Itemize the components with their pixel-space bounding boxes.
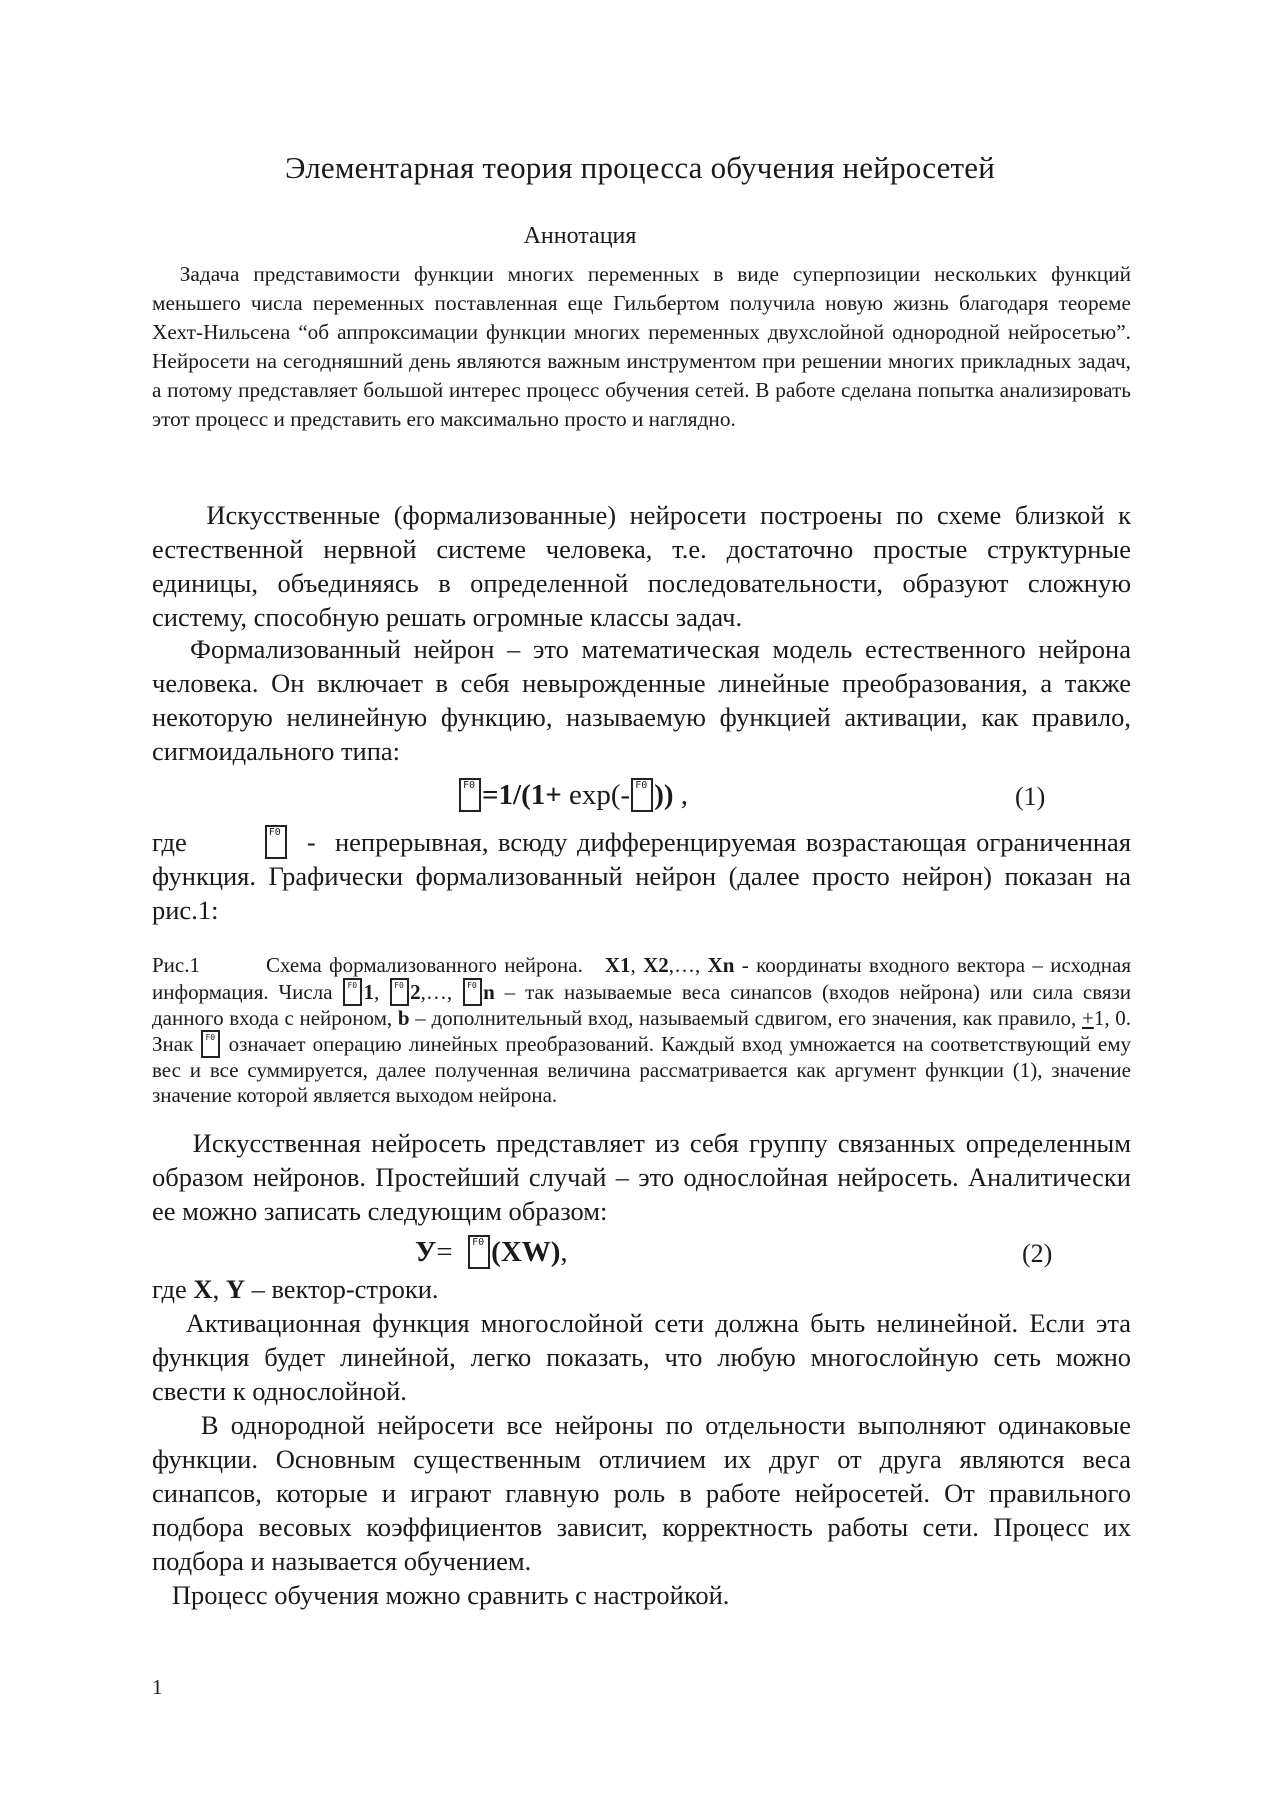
equation-number-1: (1) (1015, 782, 1046, 811)
paragraph-2 (152, 632, 1131, 768)
paragraph-1-text: Искусственные (формализованные) нейросети построены по схеме близкой к естественной нервной системе человека, т.е. достаточно простые структурные единицы, объединяясь в определенной последовательности, образуют сложную систему, способную решать огромные классы задач. (152, 500, 1131, 632)
coords-text: - координаты входного вектора – исходная информация. Числа (152, 953, 1132, 1004)
formula-1-close: )) (654, 779, 674, 811)
where-label: где (152, 827, 187, 857)
paragraph-4 (152, 1126, 1131, 1228)
figure-label: Рис.1 (152, 953, 200, 977)
paragraph-1 (152, 498, 1131, 634)
formula-2-eq: = (436, 1236, 453, 1268)
separator: , (373, 979, 380, 1004)
bias-text: – дополнительный вход, называемый сдвигом, его значения, как правило, (415, 1005, 1077, 1030)
equation-number-2: (2) (1022, 1239, 1053, 1268)
paragraph-3-text: непрерывная, всюду дифференцируемая возрастающая ограниченная функция. Графически формализованный нейрон (далее просто нейрон) показан на рис.1: (152, 827, 1132, 925)
where-2-x: X (193, 1274, 213, 1304)
paragraph-7 (152, 1578, 1131, 1612)
plus-minus: + (1081, 1005, 1094, 1030)
sigma-symbol (468, 1235, 490, 1269)
paragraph-5-text: Активационная функция многослойной сети должна быть нелинейной. Если эта функция будет линейной, легко показать, что любую многослойную сеть можно свести к однослойной. (152, 1308, 1132, 1406)
sum-text: означает операцию линейных преобразований. Каждый вход умножается на соответствующий ему вес и все суммируется, далее полученная величина рассматривается как аргумент функции (1), значение значение которой является выходом нейрона. (152, 1032, 1132, 1107)
sigma-symbol (459, 778, 481, 812)
where-2-y: Y (225, 1274, 245, 1304)
formula-1-exp: exp(- (569, 779, 631, 811)
paragraph-7-text: Процесс обучения можно сравнить с настройкой. (171, 1580, 730, 1610)
xn-label: Xn (707, 953, 735, 977)
weights-text: – так называемые веса синапсов (входов нейрона) или сила связи данного входа с нейроном, (152, 979, 1132, 1030)
ellipsis: ,…, (420, 979, 453, 1004)
where-2-line (152, 1272, 1131, 1306)
paragraph-6-text: В однородной нейросети все нейроны по отдельности выполняют одинаковые функции. Основным существенным отличием их друг от друга являются веса синапсов, которые и играют главную роль в работе нейросетей. От правильного подбора весовых коэффициентов зависит, корректность работы сети. Процесс их подбора и называется обучением. (152, 1410, 1131, 1576)
paragraph-3 (152, 825, 1131, 927)
w1-label: 1 (363, 979, 374, 1004)
formula-1-plus: + (545, 779, 562, 811)
abstract-heading: Аннотация (523, 223, 637, 249)
bias-values: 1, 0. Знак (152, 1005, 1132, 1056)
w-symbol (463, 978, 482, 1006)
document-title: Элементарная теория процесса обучения нейросетей (284, 150, 996, 185)
abstract-text (152, 260, 1131, 434)
paragraph-6 (152, 1408, 1131, 1578)
figure-caption (152, 953, 1131, 1107)
sigma-symbol (265, 825, 287, 859)
page-number: 1 (152, 1675, 163, 1699)
w-symbol (390, 978, 409, 1006)
formula-1-lhs: 1/(1 (498, 779, 546, 811)
where-2-label: где (152, 1274, 187, 1304)
w2-label: 2 (410, 979, 421, 1004)
formula-2-arg: (XW) (491, 1236, 561, 1268)
w-symbol (343, 978, 362, 1006)
figure-scheme: Схема формализованного нейрона. (265, 953, 583, 977)
wn-label: n (483, 979, 495, 1004)
formula-1-eq: = (482, 779, 499, 811)
where-2-text: – вектор-строки. (251, 1274, 439, 1304)
sum-symbol (201, 1030, 220, 1058)
paragraph-2-text: Формализованный нейрон – это математическая модель естественного нейрона человека. Он включает в себя невырожденные линейные преобразования, а также некоторую нелинейную функцию, называемую функцией активации, как правило, сигмоидального типа: (152, 634, 1132, 766)
abstract-body: Задача представимости функции многих переменных в виде суперпозиции нескольких функций меньшего числа переменных поставленная еще Гильбертом получила новую жизнь благодаря теореме Хехт-Нильсена “об аппроксимации функции многих переменных двухслойной однородной нейросетью”. Нейросети на сегодняшний день являются важным инструментом при решении многих прикладных задач, а потому представляет большой интерес процесс обучения сетей. В работе сделана попытка анализировать этот процесс и представить его максимально просто и наглядно. (152, 262, 1131, 431)
paragraph-4-text: Искусственная нейросеть представляет из себя группу связанных определенным образом нейронов. Простейший случай – это однослойная нейросеть. Аналитически ее можно записать следующим образом: (152, 1128, 1132, 1226)
formula-2 (415, 1235, 568, 1269)
where-2-comma: , (212, 1274, 220, 1304)
formula-1-comma: , (680, 779, 689, 811)
separator: , (630, 953, 636, 977)
x1-label: X1 (604, 953, 631, 977)
ellipsis: ,…, (668, 953, 701, 977)
paragraph-5 (152, 1306, 1131, 1408)
formula-2-y: У (415, 1236, 437, 1268)
x2-label: X2 (643, 953, 669, 977)
formula-1 (458, 778, 688, 812)
formula-2-comma: , (560, 1236, 568, 1268)
s-symbol (631, 778, 653, 812)
bias-label: b (397, 1005, 410, 1030)
where-dash: - (306, 827, 316, 857)
